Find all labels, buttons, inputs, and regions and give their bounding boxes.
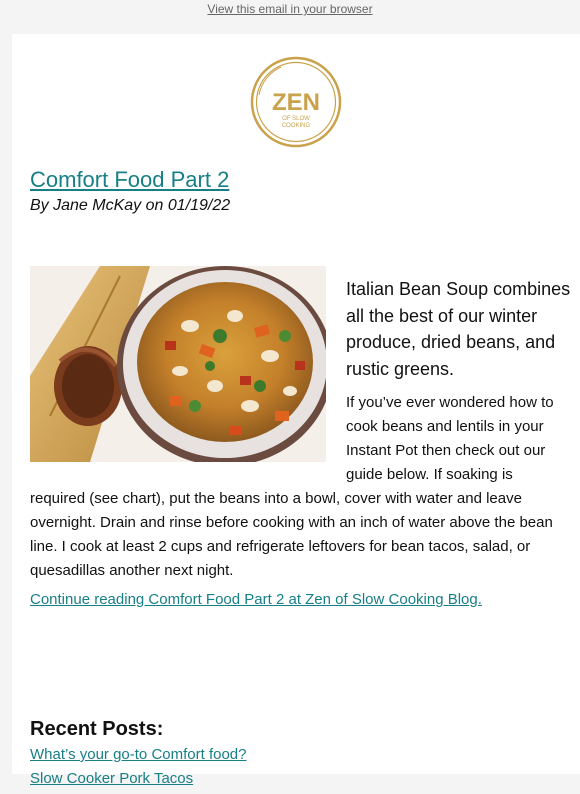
top-bar: [0, 0, 580, 34]
post-title-link[interactable]: Comfort Food Part 2: [30, 167, 230, 192]
logo-tagline-1: OF SLOW: [282, 116, 310, 122]
post-byline: By Jane McKay on 01/19/22: [30, 197, 231, 214]
recent-posts-heading: Recent Posts:: [30, 718, 164, 740]
recent-post-link[interactable]: What’s your go-to Comfort food?: [30, 746, 247, 763]
recent-post-link[interactable]: Slow Cooker Pork Tacos: [30, 770, 194, 787]
recent-posts-list: [30, 746, 247, 794]
post-body: [30, 391, 565, 583]
zen-logo[interactable]: [249, 55, 343, 149]
post-body-text: If you’ve ever wondered how to cook beans and lentils in your Instant Pot then check out our guide below. If soaking is required (see chart), put the beans into a bowl, cover with water and leave overnight. Drain and rinse before cooking with an inch of water above the bean line. I cook at least 2 cups and refrigerate leftovers for bean tacos, salad, or quesadillas another next night.: [30, 394, 554, 579]
list-item: [30, 746, 247, 770]
email-body: [12, 34, 580, 787]
view-in-browser-link[interactable]: View this email in your browser: [207, 2, 373, 16]
logo-emblem-icon: [249, 55, 343, 149]
post-intro: Italian Bean Soup combines all the best of our winter produce, dried beans, and rustic greens.: [346, 279, 571, 379]
logo-word: ZEN: [272, 89, 320, 116]
logo-tagline-2: COOKING: [281, 123, 311, 129]
continue-reading-link[interactable]: Continue reading Comfort Food Part 2 at Zen of Slow Cooking Blog.: [30, 591, 482, 608]
